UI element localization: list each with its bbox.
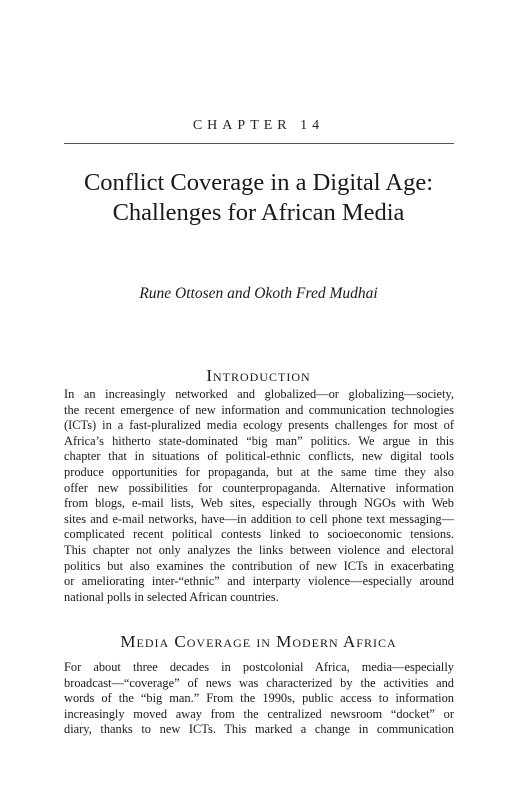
paragraph-line: Africa’s hitherto state-dominated “big man” politics. We argue in this bbox=[64, 433, 454, 448]
paragraph-line: words of the “big man.” From the 1990s, public access to information bbox=[64, 691, 454, 706]
paragraph-line: from blogs, e-mail lists, Web sites, especially through NGOs with Web bbox=[64, 496, 454, 511]
chapter-title-line-1: Conflict Coverage in a Digital Age: bbox=[83, 169, 434, 196]
paragraph-line: This chapter not only analyzes the links between violence and electoral bbox=[64, 542, 454, 557]
chapter-label: CHAPTER 14 bbox=[192, 118, 325, 133]
paragraph-line: increasingly moved away from the centralized newsroom “docket” or bbox=[64, 706, 454, 721]
media-coverage-paragraph bbox=[64, 660, 454, 738]
paragraph-line: (ICTs) in a fast-pluralized media ecology presents challenges for most of bbox=[64, 418, 454, 433]
chapter-authors: Rune Ottosen and Okoth Fred Mudhai bbox=[139, 285, 378, 302]
introduction-paragraph bbox=[64, 387, 454, 605]
introduction-heading: Introduction bbox=[206, 366, 311, 385]
paragraph-line: chapter that in situations of political-ethnic conflicts, new digital tools bbox=[64, 449, 454, 464]
paragraph-line: In an increasingly networked and globalized—or globalizing—society, bbox=[64, 387, 454, 401]
paragraph-line: national polls in selected African countries. bbox=[64, 589, 279, 604]
media-coverage-heading: Media Coverage in Modern Africa bbox=[120, 632, 397, 651]
paragraph-line: produce opportunities for propaganda, but at the same time they also bbox=[64, 464, 454, 479]
paragraph-line: politics but also examines the contribution of new ICTs in exacerbating bbox=[64, 558, 454, 573]
paragraph-line: For about three decades in postcolonial Africa, media—especially bbox=[64, 660, 454, 674]
paragraph-line: offer new possibilities for counterpropaganda. Alternative information bbox=[64, 480, 454, 495]
paragraph-line: the recent emergence of new information and communication technologies bbox=[64, 402, 454, 417]
paragraph-line: broadcast—“coverage” of news was characterized by the activities and bbox=[64, 675, 454, 690]
paragraph-line: complicated recent political contests linked to socioeconomic tensions. bbox=[64, 527, 454, 542]
paragraph-line: or ameliorating inter-“ethnic” and interparty violence—especially around bbox=[64, 574, 454, 589]
chapter-divider bbox=[64, 143, 454, 144]
chapter-title-line-2: Challenges for African Media bbox=[112, 199, 405, 226]
paragraph-line: diary, thanks to new ICTs. This marked a change in communication bbox=[64, 722, 454, 737]
paragraph-line: sites and e-mail networks, have—in addition to cell phone text messaging— bbox=[64, 511, 454, 526]
chapter-title bbox=[30, 168, 487, 228]
